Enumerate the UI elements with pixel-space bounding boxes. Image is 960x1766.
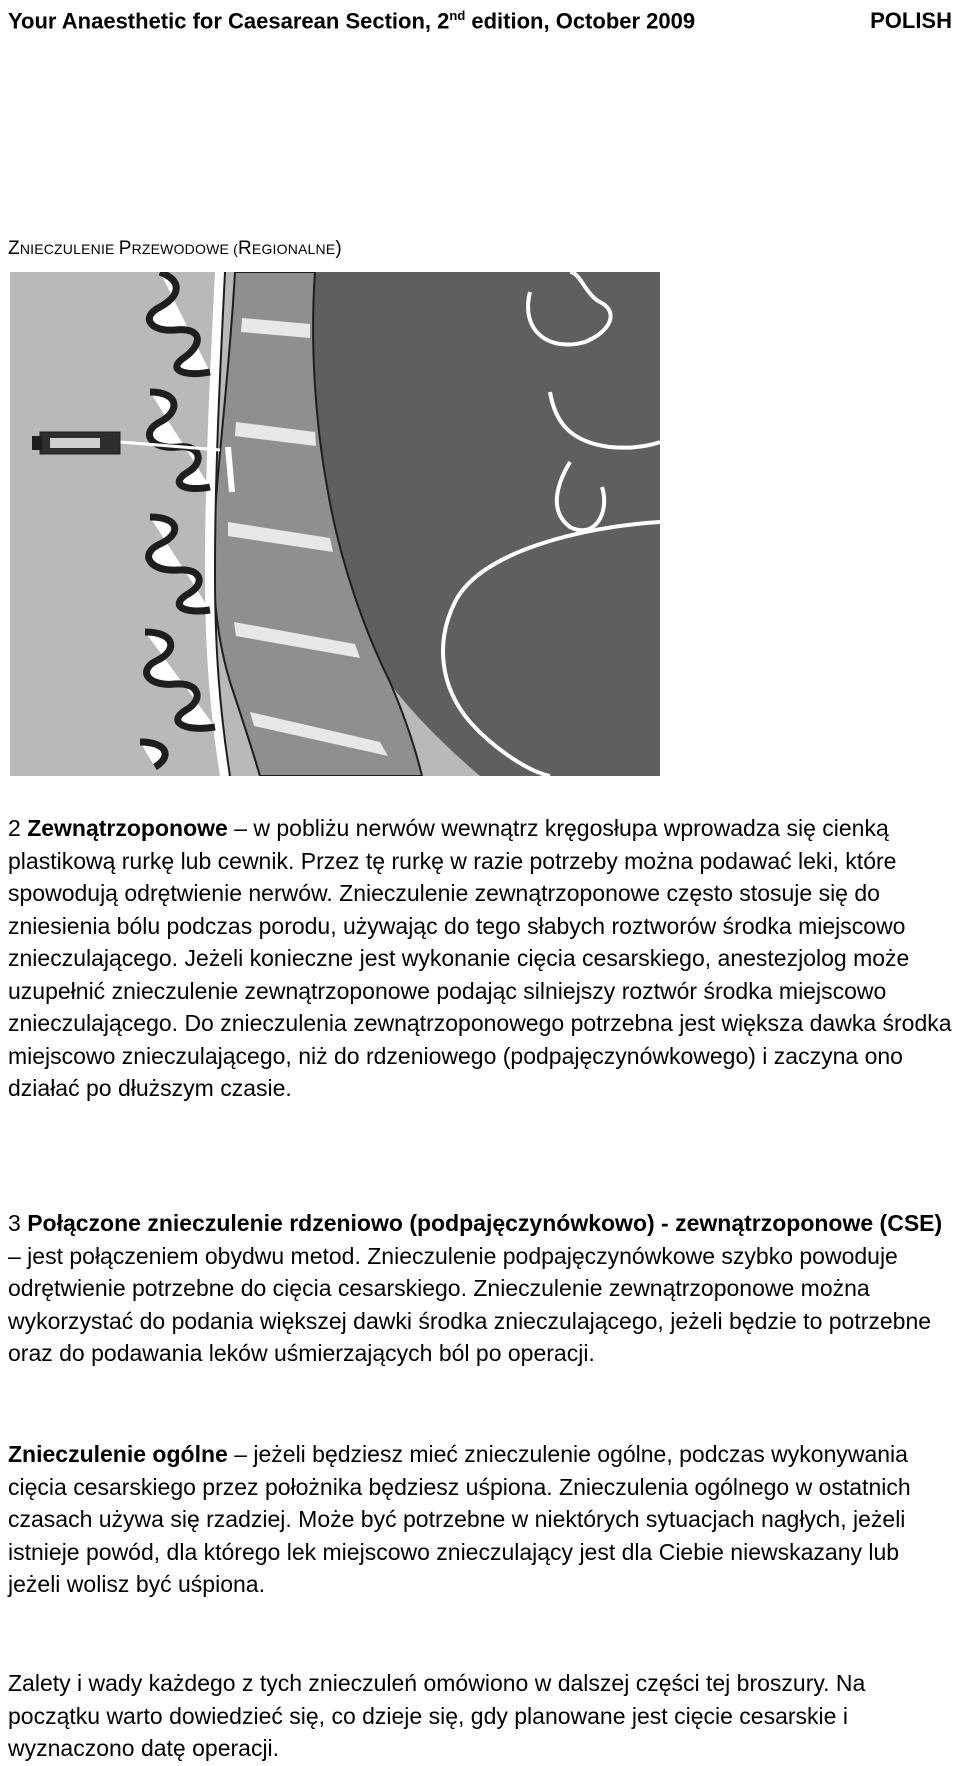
- general-anaesthesia-paragraph: Znieczulenie ogólne – jeżeli będziesz mieć znieczulenie ogólne, podczas wykonywania cięcia cesarskiego przez położnika będziesz uśpiona. Znieczulenia ogólnego w ostatnich czasach używa się rzadziej. Może być potrzebne w niektórych sytuacjach nagłych, jeżeli istnieje powód, dla którego lek miejscowo znieczulający jest dla Ciebie niewskazany lub jeżeli wolisz być uśpiona.: [8, 1441, 911, 1597]
- epidural-illustration: [10, 272, 660, 776]
- epidural-paragraph: 2 Zewnątrzoponowe – w pobliżu nerwów wewnątrz kręgosłupa wprowadza się cienką plastikową rurkę lub cewnik. Przez tę rurkę w razie potrzeby można podawać leki, które spowodują odrętwienie nerwów. Znieczulenie zewnątrzoponowe często stosuje się do zniesienia bólu podczas porodu, używając do tego słabych roztworów środka miejscowo znieczulającego. Jeżeli konieczne jest wykonanie cięcia cesarskiego, anestezjolog może uzupełnić znieczulenie zewnątrzoponowe podając silniejszy roztwór środka miejscowo znieczulającego. Do znieczulenia zewnątrzoponowego potrzebna jest większa dawka środka miejscowo znieczulającego, niż do rdzeniowego (podpajęczynówkowego) i zaczyna ono działać po dłuższym czasie.: [8, 815, 952, 1101]
- cse-paragraph: 3 Połączone znieczulenie rdzeniowo (podpajęczynówkowo) - zewnątrzoponowe (CSE) – jest połączeniem obydwu metod. Znieczulenie podpajęczynówkowe szybko powoduje odrętwienie potrzebne do cięcia cesarskiego. Znieczulenie zewnątrzoponowe można wykorzystać do podania większej dawki środka znieczulającego, jeżeli będzie to potrzebne oraz do podawania leków uśmierzających ból po operacji.: [8, 1210, 943, 1366]
- language-label: POLISH: [870, 8, 952, 33]
- closing-paragraph: Zalety i wady każdego z tych znieczuleń omówiono w dalszej części tej broszury. Na początku warto dowiedzieć się, co dzieje się, gdy planowane jest cięcie cesarskie i wyznaczono datę operacji.: [8, 1670, 866, 1761]
- document-title: Your Anaesthetic for Caesarean Section, 2nd edition, October 2009: [8, 8, 696, 34]
- epidural-term: Zewnątrzoponowe: [27, 815, 228, 841]
- cse-term: Połączone znieczulenie rdzeniowo (podpajęczynówkowo) - zewnątrzoponowe (CSE): [27, 1210, 943, 1236]
- general-term: Znieczulenie ogólne: [8, 1441, 228, 1467]
- section-title: ZNIECZULENIE PRZEWODOWE (REGIONALNE): [8, 238, 342, 259]
- page-header: [8, 4, 952, 38]
